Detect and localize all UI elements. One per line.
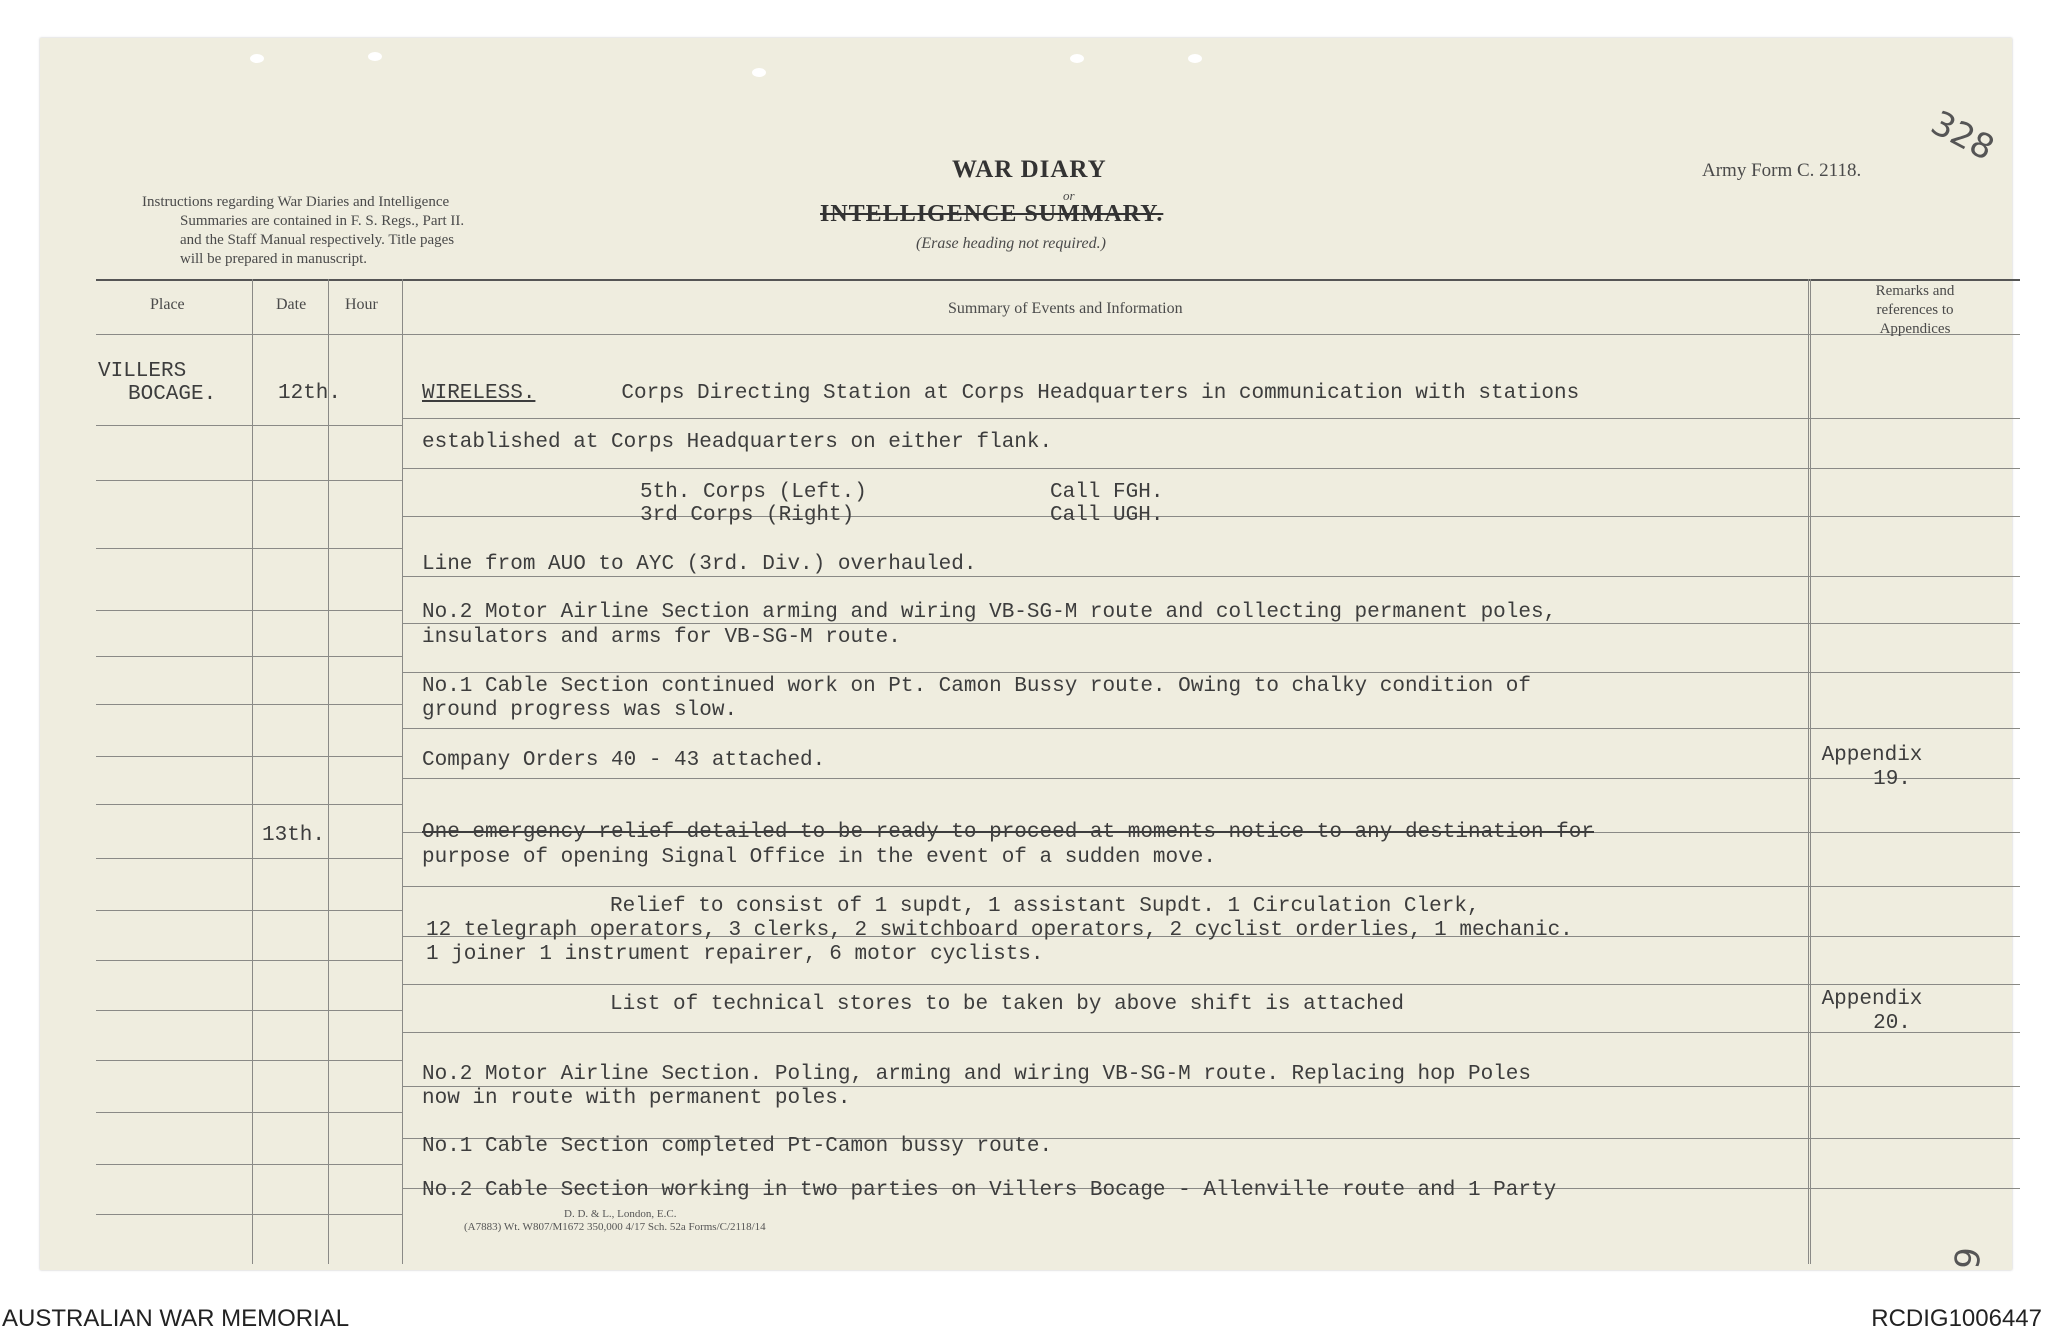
entry-line: now in route with permanent poles. <box>422 1087 851 1110</box>
column-header-place: Place <box>150 296 185 313</box>
erase-note: (Erase heading not required.) <box>916 235 1106 252</box>
row-rule <box>96 1164 402 1165</box>
column-rule <box>402 279 403 1264</box>
row-rule <box>96 1214 402 1215</box>
entry-line: established at Corps Headquarters on either flank. <box>422 431 1053 454</box>
table-top-rule <box>96 279 2020 281</box>
remarks-header-line: Appendices <box>1879 321 1951 337</box>
row-rule <box>96 804 402 805</box>
place-entry <box>98 360 216 406</box>
remarks-header-line: references to <box>1876 302 1954 318</box>
row-rule <box>96 756 402 757</box>
place-line: VILLERS <box>98 360 187 383</box>
row-rule <box>96 610 402 611</box>
diary-sheet <box>40 38 2012 1270</box>
entry-line: Company Orders 40 - 43 attached. <box>422 749 826 772</box>
row-rule <box>96 1010 402 1011</box>
instructions-line: will be prepared in manuscript. <box>180 251 368 267</box>
entry-line: ground progress was slow. <box>422 699 738 722</box>
row-rule <box>402 886 2020 887</box>
row-rule <box>402 778 2020 779</box>
entry-line: No.1 Cable Section continued work on Pt. Camon Bussy route. Owing to chalky condition of <box>422 675 1531 698</box>
entry-text: Corps Directing Station at Corps Headquarters in communication with stations <box>621 382 1580 405</box>
entry-line: No.1 Cable Section completed Pt-Camon bussy route. <box>422 1135 1053 1158</box>
entry-line: Call FGH. <box>1050 481 1164 504</box>
remark-line: Appendix <box>1821 988 1923 1011</box>
punch-hole <box>1188 54 1202 63</box>
column-rule <box>328 279 329 1264</box>
row-rule <box>96 656 402 657</box>
entry-line: 1 joiner 1 instrument repairer, 6 motor cyclists. <box>426 943 1044 966</box>
instructions-line: Summaries are contained in F. S. Regs., Part II. <box>180 213 465 229</box>
punch-hole <box>250 54 264 63</box>
column-rule <box>252 279 253 1264</box>
remarks-header-line: Remarks and <box>1875 283 1955 299</box>
entry-line: One emergency relief detailed to be ready to proceed at moments notice to any destination for <box>422 821 1594 844</box>
footer-record-id: RCDIG1006447 <box>1871 1305 2042 1332</box>
imprint-line: (A7883) Wt. W807/M1672 350,000 4/17 Sch. 52a Forms/C/2118/14 <box>464 1221 766 1233</box>
entry-line: purpose of opening Signal Office in the event of a sudden move. <box>422 846 1216 869</box>
column-rule <box>1808 279 1809 1264</box>
row-rule <box>96 910 402 911</box>
imprint-line: D. D. & L., London, E.C. <box>564 1208 677 1220</box>
entry-line: Call UGH. <box>1050 504 1164 527</box>
punch-hole <box>1070 54 1084 63</box>
punch-hole <box>368 52 382 61</box>
entry-line: 3rd Corps (Right) <box>640 504 855 527</box>
entry-heading: WIRELESS. <box>422 382 536 405</box>
entry-line: 12 telegraph operators, 3 clerks, 2 switchboard operators, 2 cyclist orderlies, 1 mechanic. <box>426 919 1573 942</box>
row-rule <box>96 1112 402 1113</box>
form-number: Army Form C. 2118. <box>1702 160 1862 181</box>
or-label: or <box>1063 188 1075 203</box>
entry-line: No.2 Cable Section working in two parties on Villers Bocage - Allenville route and 1 Party <box>422 1179 1557 1202</box>
printer-imprint <box>464 1208 766 1234</box>
remark-line: 20. <box>1873 1012 1911 1035</box>
column-header-summary: Summary of Events and Information <box>948 300 1183 317</box>
row-rule <box>96 548 402 549</box>
row-rule <box>402 468 2020 469</box>
date-12th: 12th. <box>278 382 342 405</box>
entry-line: No.2 Motor Airline Section. Poling, arming and wiring VB-SG-M route. Replacing hop Poles <box>422 1063 1531 1086</box>
row-rule <box>402 984 2020 985</box>
intelligence-summary-title: INTELLIGENCE SUMMARY. <box>820 201 1164 227</box>
row-rule <box>402 1032 2020 1033</box>
row-rule <box>402 672 2020 673</box>
page-title: WAR DIARY <box>952 156 1107 183</box>
entry-line: insulators and arms for VB-SG-M route. <box>422 626 901 649</box>
column-header-remarks <box>1818 282 2012 339</box>
page-number-handwritten: 328 <box>1924 103 2001 169</box>
header-bottom-rule <box>96 334 2020 335</box>
remark-line: 19. <box>1873 768 1911 791</box>
row-rule <box>402 728 2020 729</box>
entry-line: Line from AUO to AYC (3rd. Div.) overhauled. <box>422 553 977 576</box>
remark-line: Appendix <box>1821 744 1923 767</box>
row-rule <box>96 704 402 705</box>
side-number-handwritten: 6 <box>1944 1245 1987 1271</box>
instructions-line: Instructions regarding War Diaries and Intelligence <box>142 194 450 210</box>
row-rule <box>96 480 402 481</box>
footer-institution: AUSTRALIAN WAR MEMORIAL <box>2 1305 350 1332</box>
punch-hole <box>752 68 766 77</box>
column-header-hour: Hour <box>345 296 378 313</box>
instructions-line: and the Staff Manual respectively. Title pages <box>180 232 455 248</box>
remark-appendix-19 <box>1812 744 1932 792</box>
row-rule <box>96 1060 402 1061</box>
row-rule <box>96 425 402 426</box>
place-line: BOCAGE. <box>128 383 217 406</box>
entry-line: No.2 Motor Airline Section arming and wiring VB-SG-M route and collecting permanent poles, <box>422 601 1557 624</box>
instructions-note <box>142 193 464 269</box>
remark-appendix-20 <box>1812 988 1932 1036</box>
column-rule <box>1810 279 1811 1264</box>
date-13th: 13th. <box>262 824 326 847</box>
entry-line: List of technical stores to be taken by above shift is attached <box>610 993 1404 1016</box>
entry-wireless <box>422 381 1579 406</box>
entry-line: 5th. Corps (Left.) <box>640 481 867 504</box>
entry-line: Relief to consist of 1 supdt, 1 assistant Supdt. 1 Circulation Clerk, <box>610 895 1480 918</box>
row-rule <box>402 418 2020 419</box>
column-header-date: Date <box>276 296 307 313</box>
row-rule <box>96 960 402 961</box>
row-rule <box>96 858 402 859</box>
